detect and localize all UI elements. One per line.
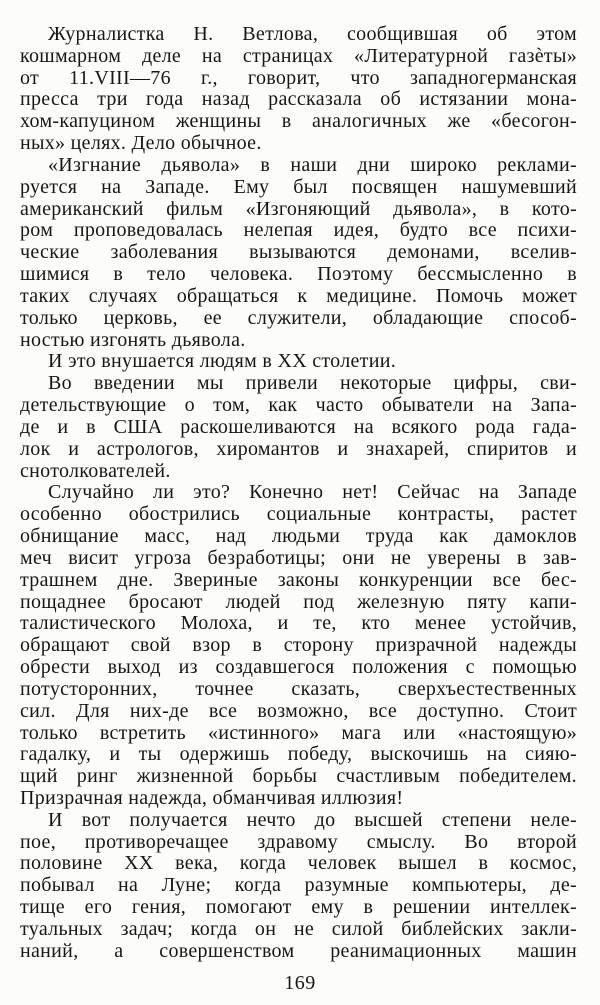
text-line: только церковь, ее служители, обладающие способ- (20, 306, 577, 329)
text-line: тище его гения, помогают ему в решении интеллек- (20, 896, 577, 919)
text-line: ром проповедовалась нелепая идея, будто все психи- (20, 219, 577, 242)
text-line: особенно обострились социальные контрасты, растет (20, 503, 577, 526)
text-line: снотолкователей. (20, 459, 171, 482)
text-line: трашнем дне. Звериные законы конкуренции все бес- (20, 568, 577, 591)
text-line: ческие заболевания вызываются демонами, вселив- (20, 241, 577, 264)
text-line: от 11.VIII—76 г., говорит, что западногерманская (20, 66, 577, 89)
text-line: талистического Молоха, и те, кто менее устойчив, (20, 612, 577, 635)
text-line: туальных задач; когда он не силой библейских закли- (20, 917, 577, 940)
text-line: пресса три года назад рассказала об истязании мона- (20, 88, 577, 111)
text-line: побывал на Луне; когда разумные компьютеры, де- (20, 874, 577, 897)
text-line: ных» целях. Дело обычное. (20, 132, 262, 155)
text-line: Призрачная надежда, обманчивая иллюзия! (20, 786, 404, 809)
text-line: половине XX века, когда человек вышел в космос, (20, 852, 577, 875)
text-line: де и в США раскошеливаются на всякого рода гада- (20, 415, 577, 438)
text-line: гадалку, и ты одержишь победу, выскочишь на сияю- (20, 743, 577, 766)
page-text-block (20, 24, 577, 963)
text-line: детельствующие о том, как часто обыватели на Запа- (20, 394, 577, 417)
text-line: Во введении мы привели некоторые цифры, сви- (48, 372, 577, 395)
text-line: хом-капуцином женщины в аналогичных же «бесогон- (20, 110, 577, 133)
page-number: 169 (284, 972, 316, 994)
text-line: И это внушается людям в XX столетии. (48, 350, 397, 373)
text-line: лок и астрологов, хиромантов и знахарей, спиритов и (20, 437, 577, 460)
text-line: Случайно ли это? Конечно нет! Сейчас на Западе (48, 481, 577, 504)
text-line: И вот получается нечто до высшей степени неле- (48, 808, 577, 831)
text-line: меч висит угроза безработицы; они не уверены в зав- (20, 546, 577, 569)
text-line: наний, а совершенством реанимационных машин (20, 939, 577, 962)
text-line: Журналистка Н. Ветлова, сообщившая об этом (48, 23, 577, 45)
text-line: обращают свой взор в сторону призрачной надежды (20, 634, 577, 657)
text-line: сил. Для них-де все возможно, все доступно. Стоит (20, 699, 577, 722)
text-line: ностью изгонять дьявола. (20, 328, 246, 351)
text-line: «Изгнание дьявола» в наши дни широко реклами- (48, 153, 577, 176)
text-line: щий ринг жизненной борьбы счастливым победителем. (20, 765, 577, 788)
text-line: шимися в тело человека. Поэтому бессмысленно в (20, 263, 577, 286)
text-line: обнищание масс, над людьми труда как дамоклов (20, 525, 577, 548)
text-line: пое, противоречащее здравому смыслу. Во второй (20, 830, 577, 853)
text-line: кошмарном деле на страницах «Литературной газѐты» (20, 44, 577, 67)
text-line: потусторонних, точнее сказать, сверхъестественных (20, 677, 577, 700)
text-line: только встретить «истинного» мага или «настоящую» (20, 721, 577, 744)
text-line: руется на Западе. Ему был посвящен нашумевший (20, 175, 577, 198)
text-line: таких случаях обращаться к медицине. Помочь может (20, 284, 577, 307)
text-line: пощаднее бросают людей под железную пяту капи- (20, 590, 577, 613)
text-line: обрести выход из создавшегося положения с помощью (20, 656, 577, 679)
text-line: американский фильм «Изгоняющий дьявола», в кото- (20, 197, 577, 220)
